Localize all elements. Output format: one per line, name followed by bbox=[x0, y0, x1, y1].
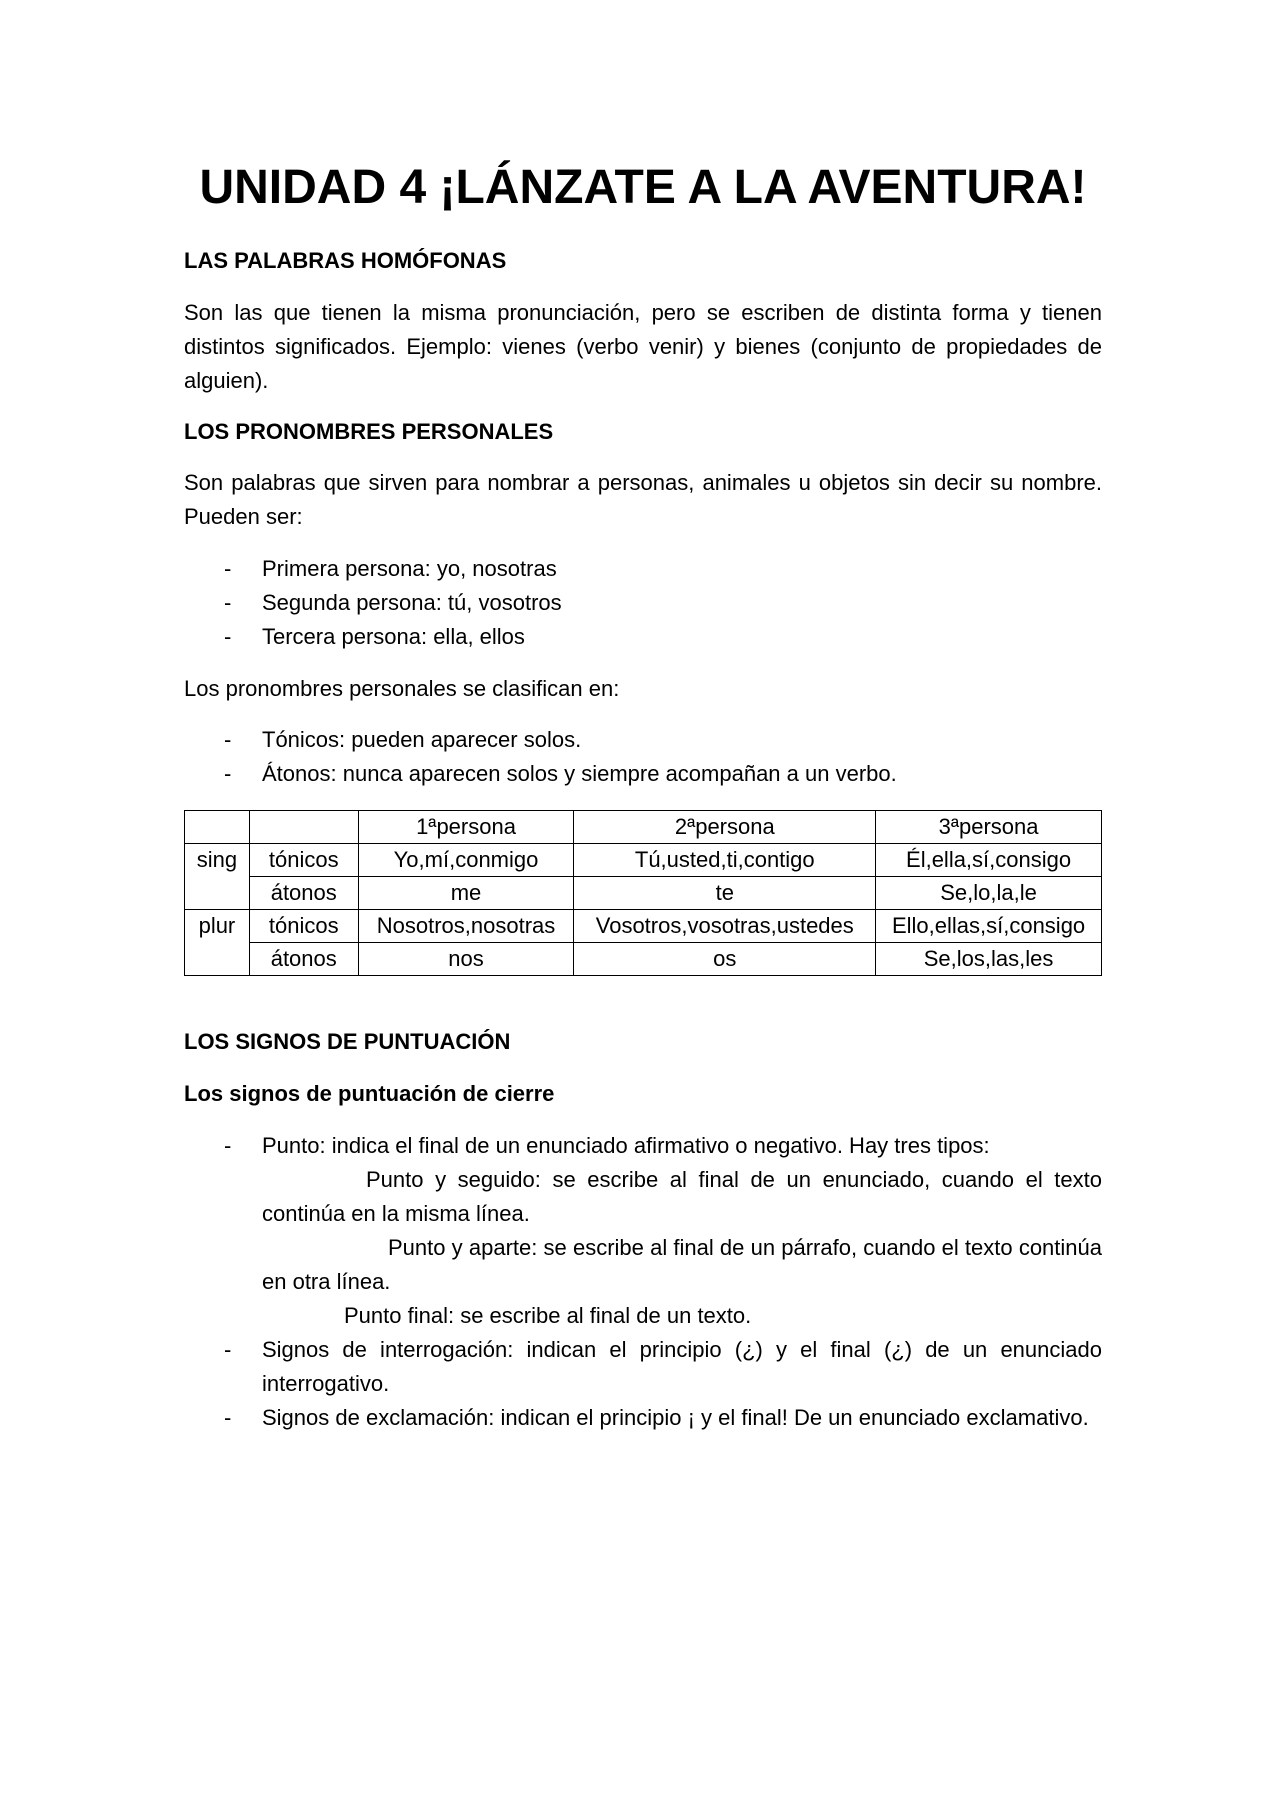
table-row bbox=[185, 811, 1102, 844]
persona-list bbox=[184, 552, 1102, 654]
clasificacion-list bbox=[184, 723, 1102, 791]
list-item-text: Tónicos: pueden aparecer solos. bbox=[262, 727, 582, 752]
paragraph-clasificacion: Los pronombres personales se clasifican en: bbox=[184, 676, 620, 701]
table-row bbox=[185, 877, 1102, 910]
heading-signos: LOS SIGNOS DE PUNTUACIÓN bbox=[184, 1029, 511, 1054]
list-item-text: Signos de interrogación: indican el principio (¿) y el final (¿) de un enunciado interrogativo. bbox=[262, 1337, 1102, 1396]
list-item-text: Signos de exclamación: indican el principio ¡ y el final! De un enunciado exclamativo. bbox=[262, 1405, 1089, 1430]
table-header-cell: 2ªpersona bbox=[574, 811, 876, 844]
table-cell: te bbox=[574, 877, 876, 910]
table-cell: os bbox=[574, 943, 876, 976]
table-header-cell: 3ªpersona bbox=[876, 811, 1102, 844]
table-cell-type: átonos bbox=[249, 943, 358, 976]
list-dash: - bbox=[224, 590, 232, 615]
table-cell: Tú,usted,ti,contigo bbox=[574, 844, 876, 877]
list-item bbox=[184, 723, 1102, 757]
table-cell: Ello,ellas,sí,consigo bbox=[876, 910, 1102, 943]
table-row bbox=[185, 844, 1102, 877]
table-cell-type: átonos bbox=[249, 877, 358, 910]
table-cell-type: tónicos bbox=[249, 910, 358, 943]
paragraph-pronombres: Son palabras que sirven para nombrar a personas, animales u objetos sin decir su nombre. Pueden ser: bbox=[184, 470, 1102, 529]
list-item-punto-final: Punto final: se escribe al final de un texto. bbox=[344, 1303, 752, 1328]
table-cell: Se,lo,la,le bbox=[876, 877, 1102, 910]
list-item bbox=[184, 586, 1102, 620]
table-cell bbox=[249, 811, 358, 844]
signos-list bbox=[184, 1129, 1102, 1435]
table-cell: Yo,mí,conmigo bbox=[358, 844, 574, 877]
table-row bbox=[185, 943, 1102, 976]
table-cell: Se,los,las,les bbox=[876, 943, 1102, 976]
list-item bbox=[184, 620, 1102, 654]
list-item-text: Punto: indica el final de un enunciado afirmativo o negativo. Hay tres tipos: bbox=[262, 1133, 990, 1158]
heading-pronombres: LOS PRONOMBRES PERSONALES bbox=[184, 419, 554, 444]
list-item bbox=[184, 1129, 1102, 1333]
table-row bbox=[185, 910, 1102, 943]
list-dash: - bbox=[224, 624, 232, 649]
table-cell: Nosotros,nosotras bbox=[358, 910, 574, 943]
paragraph-homofonas: Son las que tienen la misma pronunciación, pero se escriben de distinta forma y tienen distintos significados. Ejemplo: vienes (verbo venir) y bienes (conjunto de propiedades de alguien). bbox=[184, 300, 1102, 393]
list-item-punto-aparte: Punto y aparte: se escribe al final de un párrafo, cuando el texto continúa en otra línea. bbox=[262, 1235, 1102, 1294]
list-item bbox=[184, 1401, 1102, 1435]
heading-homofonas: LAS PALABRAS HOMÓFONAS bbox=[184, 248, 507, 273]
list-dash: - bbox=[224, 556, 232, 581]
table-cell: me bbox=[358, 877, 574, 910]
list-dash: - bbox=[224, 761, 232, 786]
table-cell: nos bbox=[358, 943, 574, 976]
list-dash: - bbox=[224, 727, 232, 752]
pronombres-table bbox=[184, 810, 1102, 976]
list-item-text: Segunda persona: tú, vosotros bbox=[262, 590, 562, 615]
table-cell: Vosotros,vosotras,ustedes bbox=[574, 910, 876, 943]
page-title: UNIDAD 4 ¡LÁNZATE A LA AVENTURA! bbox=[199, 161, 1087, 214]
list-dash: - bbox=[224, 1405, 232, 1430]
list-item-text: Primera persona: yo, nosotras bbox=[262, 556, 557, 581]
list-item bbox=[184, 757, 1102, 791]
table-cell-number: plur bbox=[185, 910, 250, 976]
list-item-punto-seguido: Punto y seguido: se escribe al final de un enunciado, cuando el texto continúa en la misma línea. bbox=[262, 1167, 1102, 1226]
list-item bbox=[184, 552, 1102, 586]
list-item bbox=[184, 1333, 1102, 1401]
list-item-text: Átonos: nunca aparecen solos y siempre acompañan a un verbo. bbox=[262, 761, 897, 786]
list-dash: - bbox=[224, 1337, 232, 1362]
table-cell bbox=[185, 811, 250, 844]
list-item-text: Tercera persona: ella, ellos bbox=[262, 624, 525, 649]
table-cell: Él,ella,sí,consigo bbox=[876, 844, 1102, 877]
table-header-cell: 1ªpersona bbox=[358, 811, 574, 844]
table-cell-type: tónicos bbox=[249, 844, 358, 877]
subheading-signos-cierre: Los signos de puntuación de cierre bbox=[184, 1081, 555, 1106]
list-dash: - bbox=[224, 1133, 232, 1158]
table-cell-number: sing bbox=[185, 844, 250, 910]
